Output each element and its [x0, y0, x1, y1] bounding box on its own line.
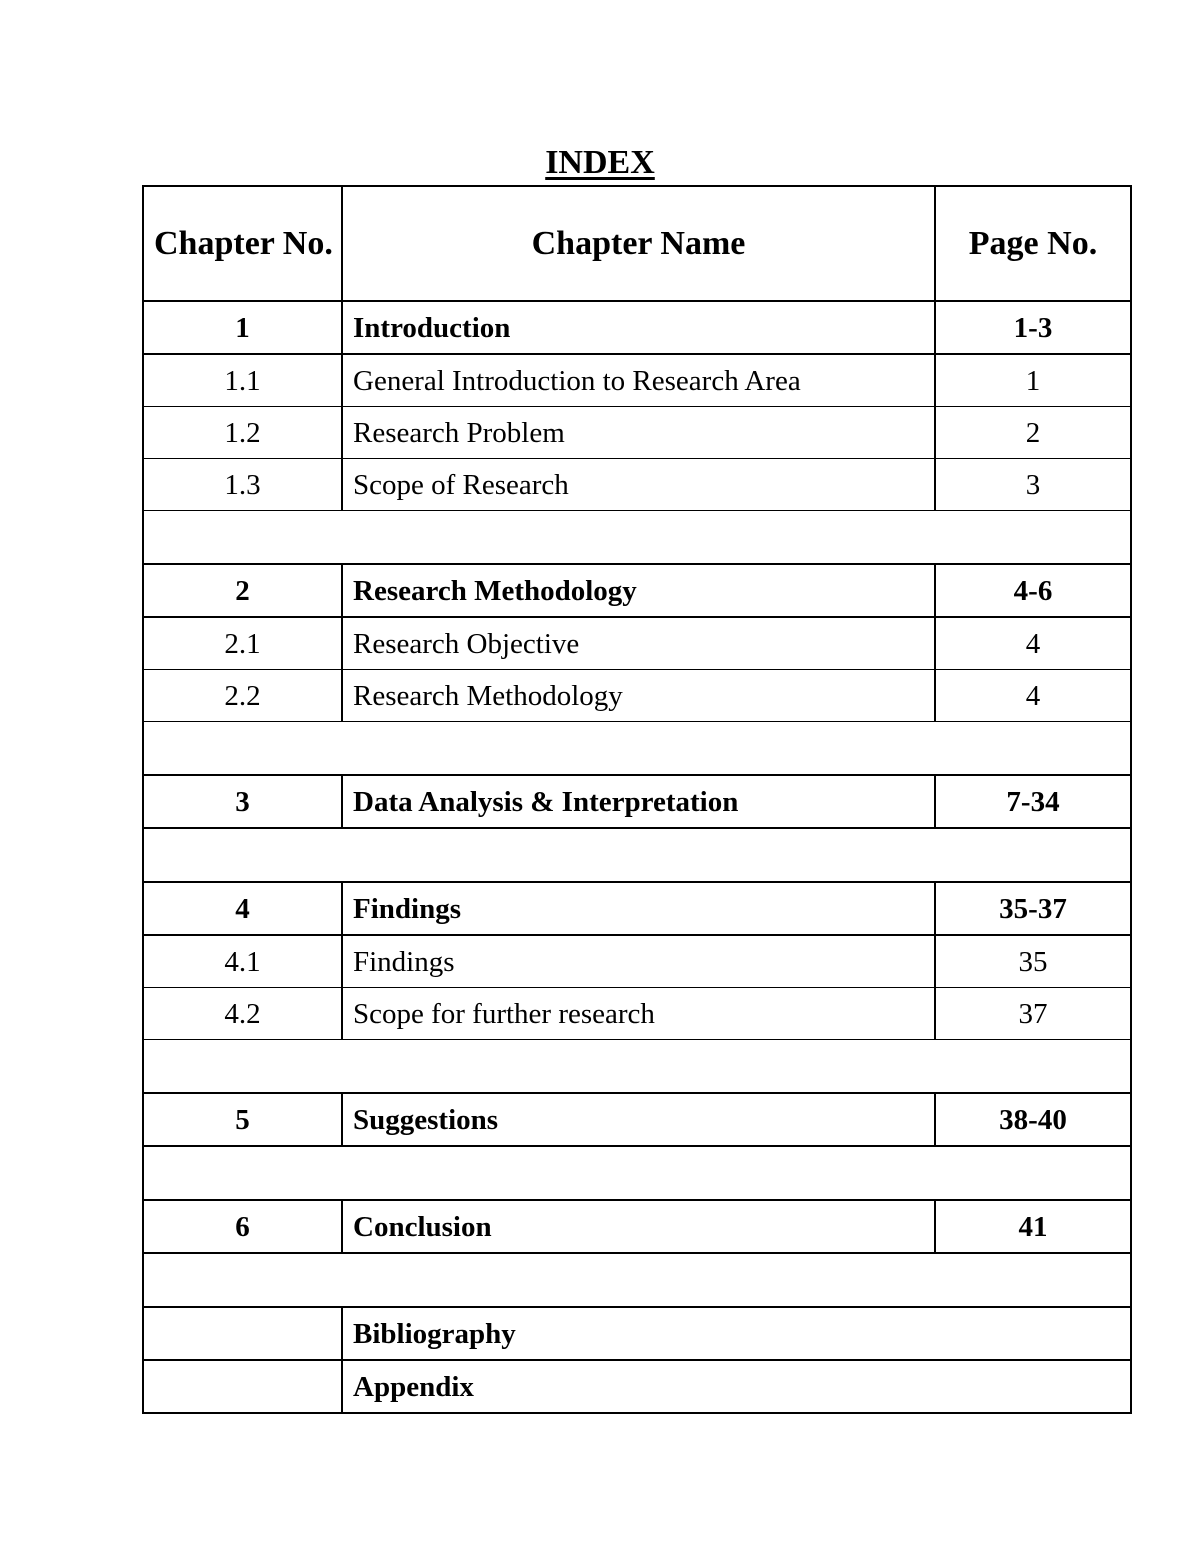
chapter-name-cell: Suggestions [342, 1093, 935, 1146]
table-row [143, 564, 1131, 617]
chapter-name-cell: General Introduction to Research Area [342, 354, 935, 407]
chapter-no-cell: 4 [143, 882, 342, 935]
chapter-name-cell: Findings [342, 935, 935, 988]
table-row [143, 882, 1131, 935]
chapter-no-cell: 1.2 [143, 407, 342, 459]
page-no-cell: 35 [935, 935, 1131, 988]
chapter-no-cell: 4.2 [143, 988, 342, 1040]
chapter-no-cell: 1.3 [143, 459, 342, 511]
chapter-no-cell: 6 [143, 1200, 342, 1253]
spacer-row [143, 1253, 1131, 1307]
table-row [143, 935, 1131, 988]
spacer-row [143, 722, 1131, 776]
page-no-cell: 7-34 [935, 775, 1131, 828]
spacer-cell [143, 1146, 1131, 1200]
chapter-name-cell: Research Objective [342, 617, 935, 670]
chapter-no-cell [143, 1360, 342, 1413]
page-no-cell: 4 [935, 617, 1131, 670]
chapter-name-cell: Findings [342, 882, 935, 935]
spacer-cell [143, 828, 1131, 882]
spacer-row [143, 828, 1131, 882]
table-row [143, 775, 1131, 828]
table-row [143, 354, 1131, 407]
table-row [143, 1307, 1131, 1360]
chapter-no-cell: 4.1 [143, 935, 342, 988]
header-page-no: Page No. [935, 186, 1131, 301]
index-table [142, 185, 1132, 1414]
page-no-cell: 1 [935, 354, 1131, 407]
table-row [143, 617, 1131, 670]
chapter-no-cell: 2.2 [143, 670, 342, 722]
spacer-row [143, 511, 1131, 565]
chapter-no-cell: 2 [143, 564, 342, 617]
chapter-name-cell: Research Methodology [342, 564, 935, 617]
page-title: INDEX [545, 144, 655, 181]
chapter-name-cell: Scope of Research [342, 459, 935, 511]
chapter-name-cell: Introduction [342, 301, 935, 354]
header-chapter-name: Chapter Name [342, 186, 935, 301]
chapter-name-cell: Research Methodology [342, 670, 935, 722]
table-header-row [143, 186, 1131, 301]
table-row [143, 988, 1131, 1040]
spacer-row [143, 1040, 1131, 1094]
spacer-cell [143, 722, 1131, 776]
spacer-cell [143, 1040, 1131, 1094]
header-chapter-no: Chapter No. [143, 186, 342, 301]
chapter-name-cell: Research Problem [342, 407, 935, 459]
chapter-no-cell: 1 [143, 301, 342, 354]
chapter-name-cell: Scope for further research [342, 988, 935, 1040]
chapter-name-cell: Bibliography [342, 1307, 1131, 1360]
spacer-row [143, 1146, 1131, 1200]
page-no-cell: 38-40 [935, 1093, 1131, 1146]
chapter-no-cell: 2.1 [143, 617, 342, 670]
page-no-cell: 1-3 [935, 301, 1131, 354]
spacer-cell [143, 1253, 1131, 1307]
table-row [143, 1200, 1131, 1253]
page-no-cell: 35-37 [935, 882, 1131, 935]
spacer-cell [143, 511, 1131, 565]
chapter-name-cell: Data Analysis & Interpretation [342, 775, 935, 828]
table-body [143, 301, 1131, 1413]
table-row [143, 670, 1131, 722]
page-no-cell: 37 [935, 988, 1131, 1040]
chapter-no-cell: 3 [143, 775, 342, 828]
chapter-name-cell: Appendix [342, 1360, 1131, 1413]
table-row [143, 459, 1131, 511]
page-no-cell: 41 [935, 1200, 1131, 1253]
chapter-no-cell [143, 1307, 342, 1360]
page-no-cell: 4-6 [935, 564, 1131, 617]
chapter-name-cell: Conclusion [342, 1200, 935, 1253]
page-no-cell: 4 [935, 670, 1131, 722]
table-row [143, 301, 1131, 354]
table-row [143, 1093, 1131, 1146]
page-no-cell: 2 [935, 407, 1131, 459]
page-no-cell: 3 [935, 459, 1131, 511]
chapter-no-cell: 1.1 [143, 354, 342, 407]
table-row [143, 407, 1131, 459]
chapter-no-cell: 5 [143, 1093, 342, 1146]
table-row [143, 1360, 1131, 1413]
